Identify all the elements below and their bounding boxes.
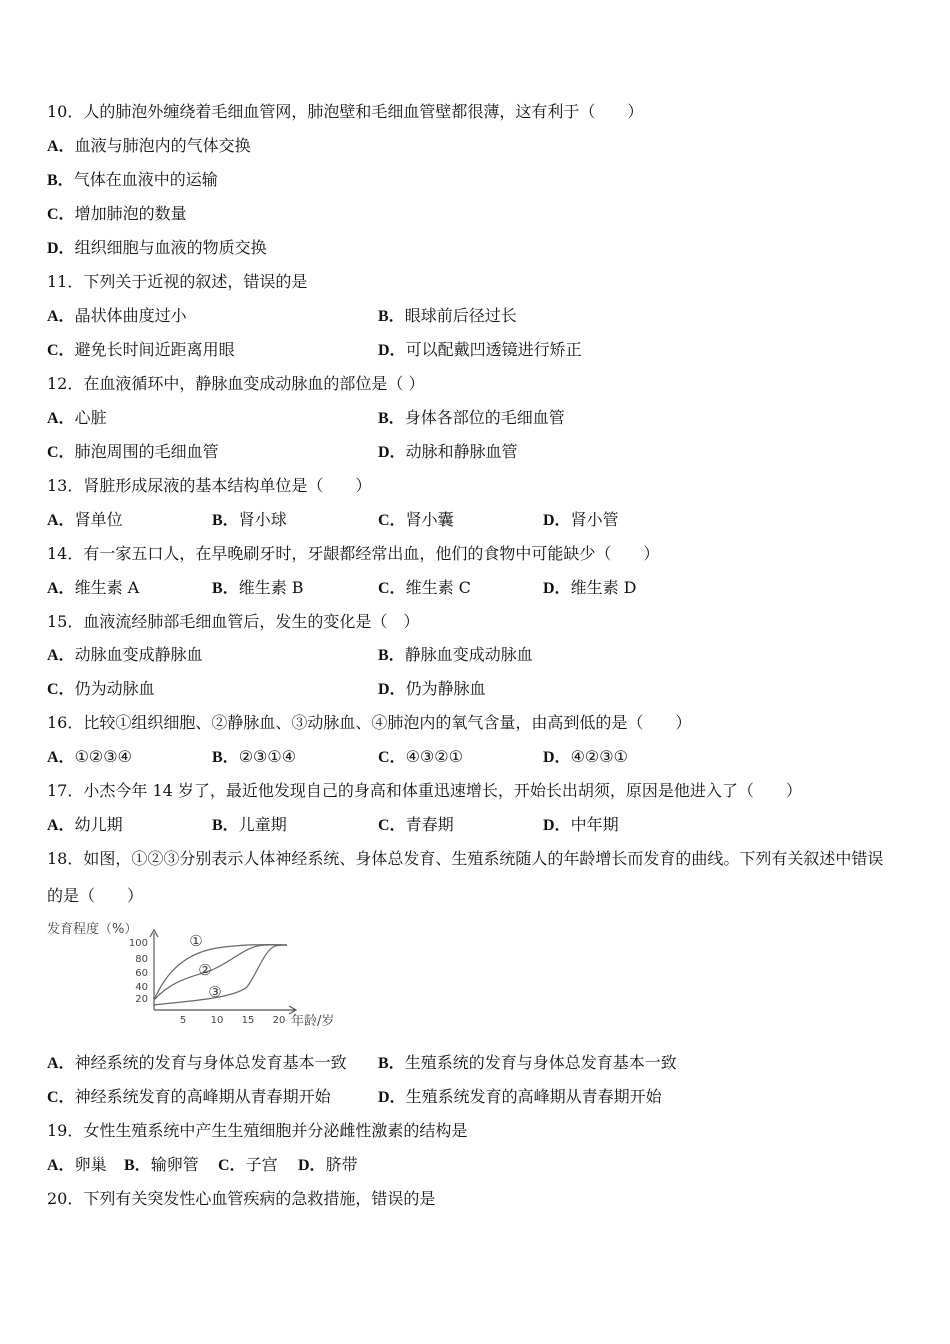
q18-option-a[interactable]	[47, 1053, 347, 1074]
question-18-stem-line2: 的是（ ）	[47, 886, 144, 905]
q18-option-d[interactable]	[378, 1087, 662, 1108]
option-text: 肾小球	[238, 510, 287, 529]
q18-option-b[interactable]	[378, 1053, 677, 1074]
q13-option-a[interactable]	[47, 510, 123, 531]
question-15-stem: 15．血液流经肺部毛细血管后，发生的变化是（ ）	[47, 612, 420, 631]
option-text: 输卵管	[150, 1155, 199, 1174]
q10-option-d[interactable]	[47, 238, 267, 259]
q13-option-b[interactable]	[212, 510, 287, 531]
option-label: C．	[47, 342, 75, 359]
option-text: 动脉和静脉血管	[405, 442, 518, 461]
option-label: B．	[212, 749, 239, 766]
q16-option-d[interactable]	[543, 747, 628, 768]
curve-label-1: ①	[189, 932, 203, 950]
option-label: D．	[378, 444, 406, 461]
option-text: 维生素 B	[238, 578, 304, 597]
option-label: A．	[47, 308, 75, 325]
q14-option-b[interactable]	[212, 578, 304, 599]
xtick: 15	[241, 1015, 255, 1026]
option-text: 肺泡周围的毛细血管	[74, 442, 219, 461]
option-text: 幼儿期	[74, 815, 123, 834]
q15-option-c[interactable]	[47, 679, 155, 700]
q10-option-a[interactable]	[47, 136, 251, 157]
option-text: 肾小囊	[405, 510, 454, 529]
option-text: 生殖系统的发育与身体总发育基本一致	[404, 1053, 677, 1072]
option-text: 动脉血变成静脉血	[74, 645, 203, 664]
q18-option-c[interactable]	[47, 1087, 331, 1108]
option-text: 肾单位	[74, 510, 123, 529]
q19-option-c[interactable]	[218, 1155, 278, 1176]
q15-option-d[interactable]	[378, 679, 486, 700]
option-label: A．	[47, 512, 75, 529]
option-text: ①②③④	[74, 747, 132, 766]
option-label: C．	[47, 1089, 75, 1106]
question-19-stem: 19．女性生殖系统中产生生殖细胞并分泌雌性激素的结构是	[47, 1121, 468, 1140]
option-text: 仍为动脉血	[74, 679, 155, 698]
option-text: ④②③①	[570, 747, 628, 766]
option-label: A．	[47, 138, 75, 155]
option-text: 维生素 C	[405, 578, 471, 597]
option-text: 脐带	[325, 1155, 358, 1174]
option-text: 青春期	[405, 815, 454, 834]
option-label: B．	[378, 647, 405, 664]
q10-option-c[interactable]	[47, 204, 187, 225]
q12-option-b[interactable]	[378, 408, 565, 429]
option-label: A．	[47, 1055, 75, 1072]
xtick: 5	[179, 1015, 187, 1026]
option-text: 中年期	[570, 815, 619, 834]
option-label: D．	[378, 681, 406, 698]
option-label: A．	[47, 1157, 75, 1174]
option-label: A．	[47, 817, 75, 834]
ytick: 80	[135, 954, 148, 965]
q12-option-a[interactable]	[47, 408, 107, 429]
option-label: A．	[47, 410, 75, 427]
q17-option-a[interactable]	[47, 815, 123, 836]
q16-option-a[interactable]	[47, 747, 132, 768]
option-text: 组织细胞与血液的物质交换	[74, 238, 267, 257]
q12-option-c[interactable]	[47, 442, 219, 463]
option-text: 神经系统的发育与身体总发育基本一致	[74, 1053, 347, 1072]
xtick: 20	[272, 1015, 286, 1026]
option-text: 血液与肺泡内的气体交换	[74, 136, 251, 155]
option-label: B．	[378, 1055, 405, 1072]
question-10-stem: 10．人的肺泡外缠绕着毛细血管网，肺泡壁和毛细血管壁都很薄，这有利于（ ）	[47, 102, 644, 121]
curve-label-3: ③	[208, 983, 222, 1001]
option-label: B．	[212, 817, 239, 834]
option-text: 仍为静脉血	[405, 679, 486, 698]
q15-option-b[interactable]	[378, 645, 533, 666]
option-label: B．	[47, 172, 74, 189]
option-label: D．	[298, 1157, 326, 1174]
q11-option-b[interactable]	[378, 306, 517, 327]
option-label: A．	[47, 749, 75, 766]
curve-label-2: ②	[198, 961, 212, 979]
question-14-stem: 14．有一家五口人，在早晚刷牙时，牙龈都经常出血，他们的食物中可能缺少（ ）	[47, 544, 660, 563]
question-13-stem: 13．肾脏形成尿液的基本结构单位是（ ）	[47, 476, 372, 495]
option-label: A．	[47, 647, 75, 664]
option-label: C．	[378, 817, 406, 834]
q19-option-b[interactable]	[124, 1155, 199, 1176]
question-12-stem: 12．在血液循环中，静脉血变成动脉血的部位是（ ）	[47, 374, 425, 393]
q14-option-a[interactable]	[47, 578, 139, 599]
ytick: 40	[135, 982, 148, 993]
option-text: 儿童期	[238, 815, 287, 834]
option-label: B．	[212, 580, 239, 597]
xtick: 10	[210, 1015, 224, 1026]
question-17-stem: 17．小杰今年 14 岁了，最近他发现自己的身高和体重迅速增长，开始长出胡须，原因是他进入了（ ）	[47, 781, 802, 800]
option-label: D．	[378, 1089, 406, 1106]
question-18-stem-line1: 18．如图，①②③分别表示人体神经系统、身体总发育、生殖系统随人的年龄增长而发育的曲线。下列有关叙述中错误	[47, 849, 884, 868]
option-text: 维生素 A	[74, 578, 140, 597]
q16-option-b[interactable]	[212, 747, 296, 768]
option-label: B．	[212, 512, 239, 529]
option-text: 气体在血液中的运输	[73, 170, 218, 189]
question-16-stem: 16．比较①组织细胞、②静脉血、③动脉血、④肺泡内的氧气含量，由高到低的是（ ）	[47, 713, 692, 732]
option-text: 生殖系统发育的高峰期从青春期开始	[405, 1087, 662, 1106]
option-label: C．	[378, 512, 406, 529]
option-label: A．	[47, 580, 75, 597]
q14-option-d[interactable]	[543, 578, 636, 599]
q15-option-a[interactable]	[47, 645, 203, 666]
q17-option-c[interactable]	[378, 815, 454, 836]
figure-xlabel: 年龄/岁	[291, 1014, 335, 1029]
option-text: 增加肺泡的数量	[74, 204, 187, 223]
option-label: D．	[47, 240, 75, 257]
q19-option-a[interactable]	[47, 1155, 107, 1176]
question-20-stem: 20．下列有关突发性心血管疾病的急救措施，错误的是	[47, 1189, 436, 1208]
figure-ylabel: 发育程度（%）	[47, 922, 138, 937]
option-text: 肾小管	[570, 510, 619, 529]
q11-option-d[interactable]	[378, 340, 582, 361]
option-text: 维生素 D	[570, 578, 637, 597]
development-curve-figure	[47, 915, 357, 1035]
option-label: D．	[543, 580, 571, 597]
option-label: D．	[543, 817, 571, 834]
option-label: C．	[378, 580, 406, 597]
ytick: 60	[135, 968, 148, 979]
q14-option-c[interactable]	[378, 578, 471, 599]
option-text: 心脏	[74, 408, 107, 427]
development-curve-svg	[47, 915, 357, 1035]
option-text: 静脉血变成动脉血	[404, 645, 533, 664]
option-text: 晶状体曲度过小	[74, 306, 187, 325]
option-label: C．	[378, 749, 406, 766]
q17-option-b[interactable]	[212, 815, 287, 836]
option-label: D．	[543, 512, 571, 529]
q13-option-d[interactable]	[543, 510, 619, 531]
option-label: C．	[47, 444, 75, 461]
q12-option-d[interactable]	[378, 442, 518, 463]
option-label: D．	[378, 342, 406, 359]
q19-option-d[interactable]	[298, 1155, 358, 1176]
option-text: 子宫	[245, 1155, 278, 1174]
option-text: 眼球前后径过长	[404, 306, 517, 325]
q11-option-a[interactable]	[47, 306, 187, 327]
option-text: 避免长时间近距离用眼	[74, 340, 235, 359]
question-11-stem: 11．下列关于近视的叙述，错误的是	[47, 272, 308, 291]
option-text: ②③①④	[238, 747, 297, 766]
option-text: 神经系统发育的高峰期从青春期开始	[74, 1087, 331, 1106]
q10-option-b[interactable]	[47, 170, 218, 191]
option-text: 身体各部位的毛细血管	[404, 408, 565, 427]
option-label: D．	[543, 749, 571, 766]
option-label: B．	[378, 410, 405, 427]
option-label: B．	[378, 308, 405, 325]
ytick: 20	[135, 994, 148, 1005]
q11-option-c[interactable]	[47, 340, 235, 361]
q16-option-c[interactable]	[378, 747, 463, 768]
option-label: C．	[218, 1157, 246, 1174]
option-label: C．	[47, 681, 75, 698]
option-text: 卵巢	[74, 1155, 107, 1174]
option-text: 可以配戴凹透镜进行矫正	[405, 340, 582, 359]
option-label: C．	[47, 206, 75, 223]
option-text: ④③②①	[405, 747, 463, 766]
q17-option-d[interactable]	[543, 815, 619, 836]
ytick: 100	[128, 938, 148, 949]
q13-option-c[interactable]	[378, 510, 454, 531]
option-label: B．	[124, 1157, 151, 1174]
